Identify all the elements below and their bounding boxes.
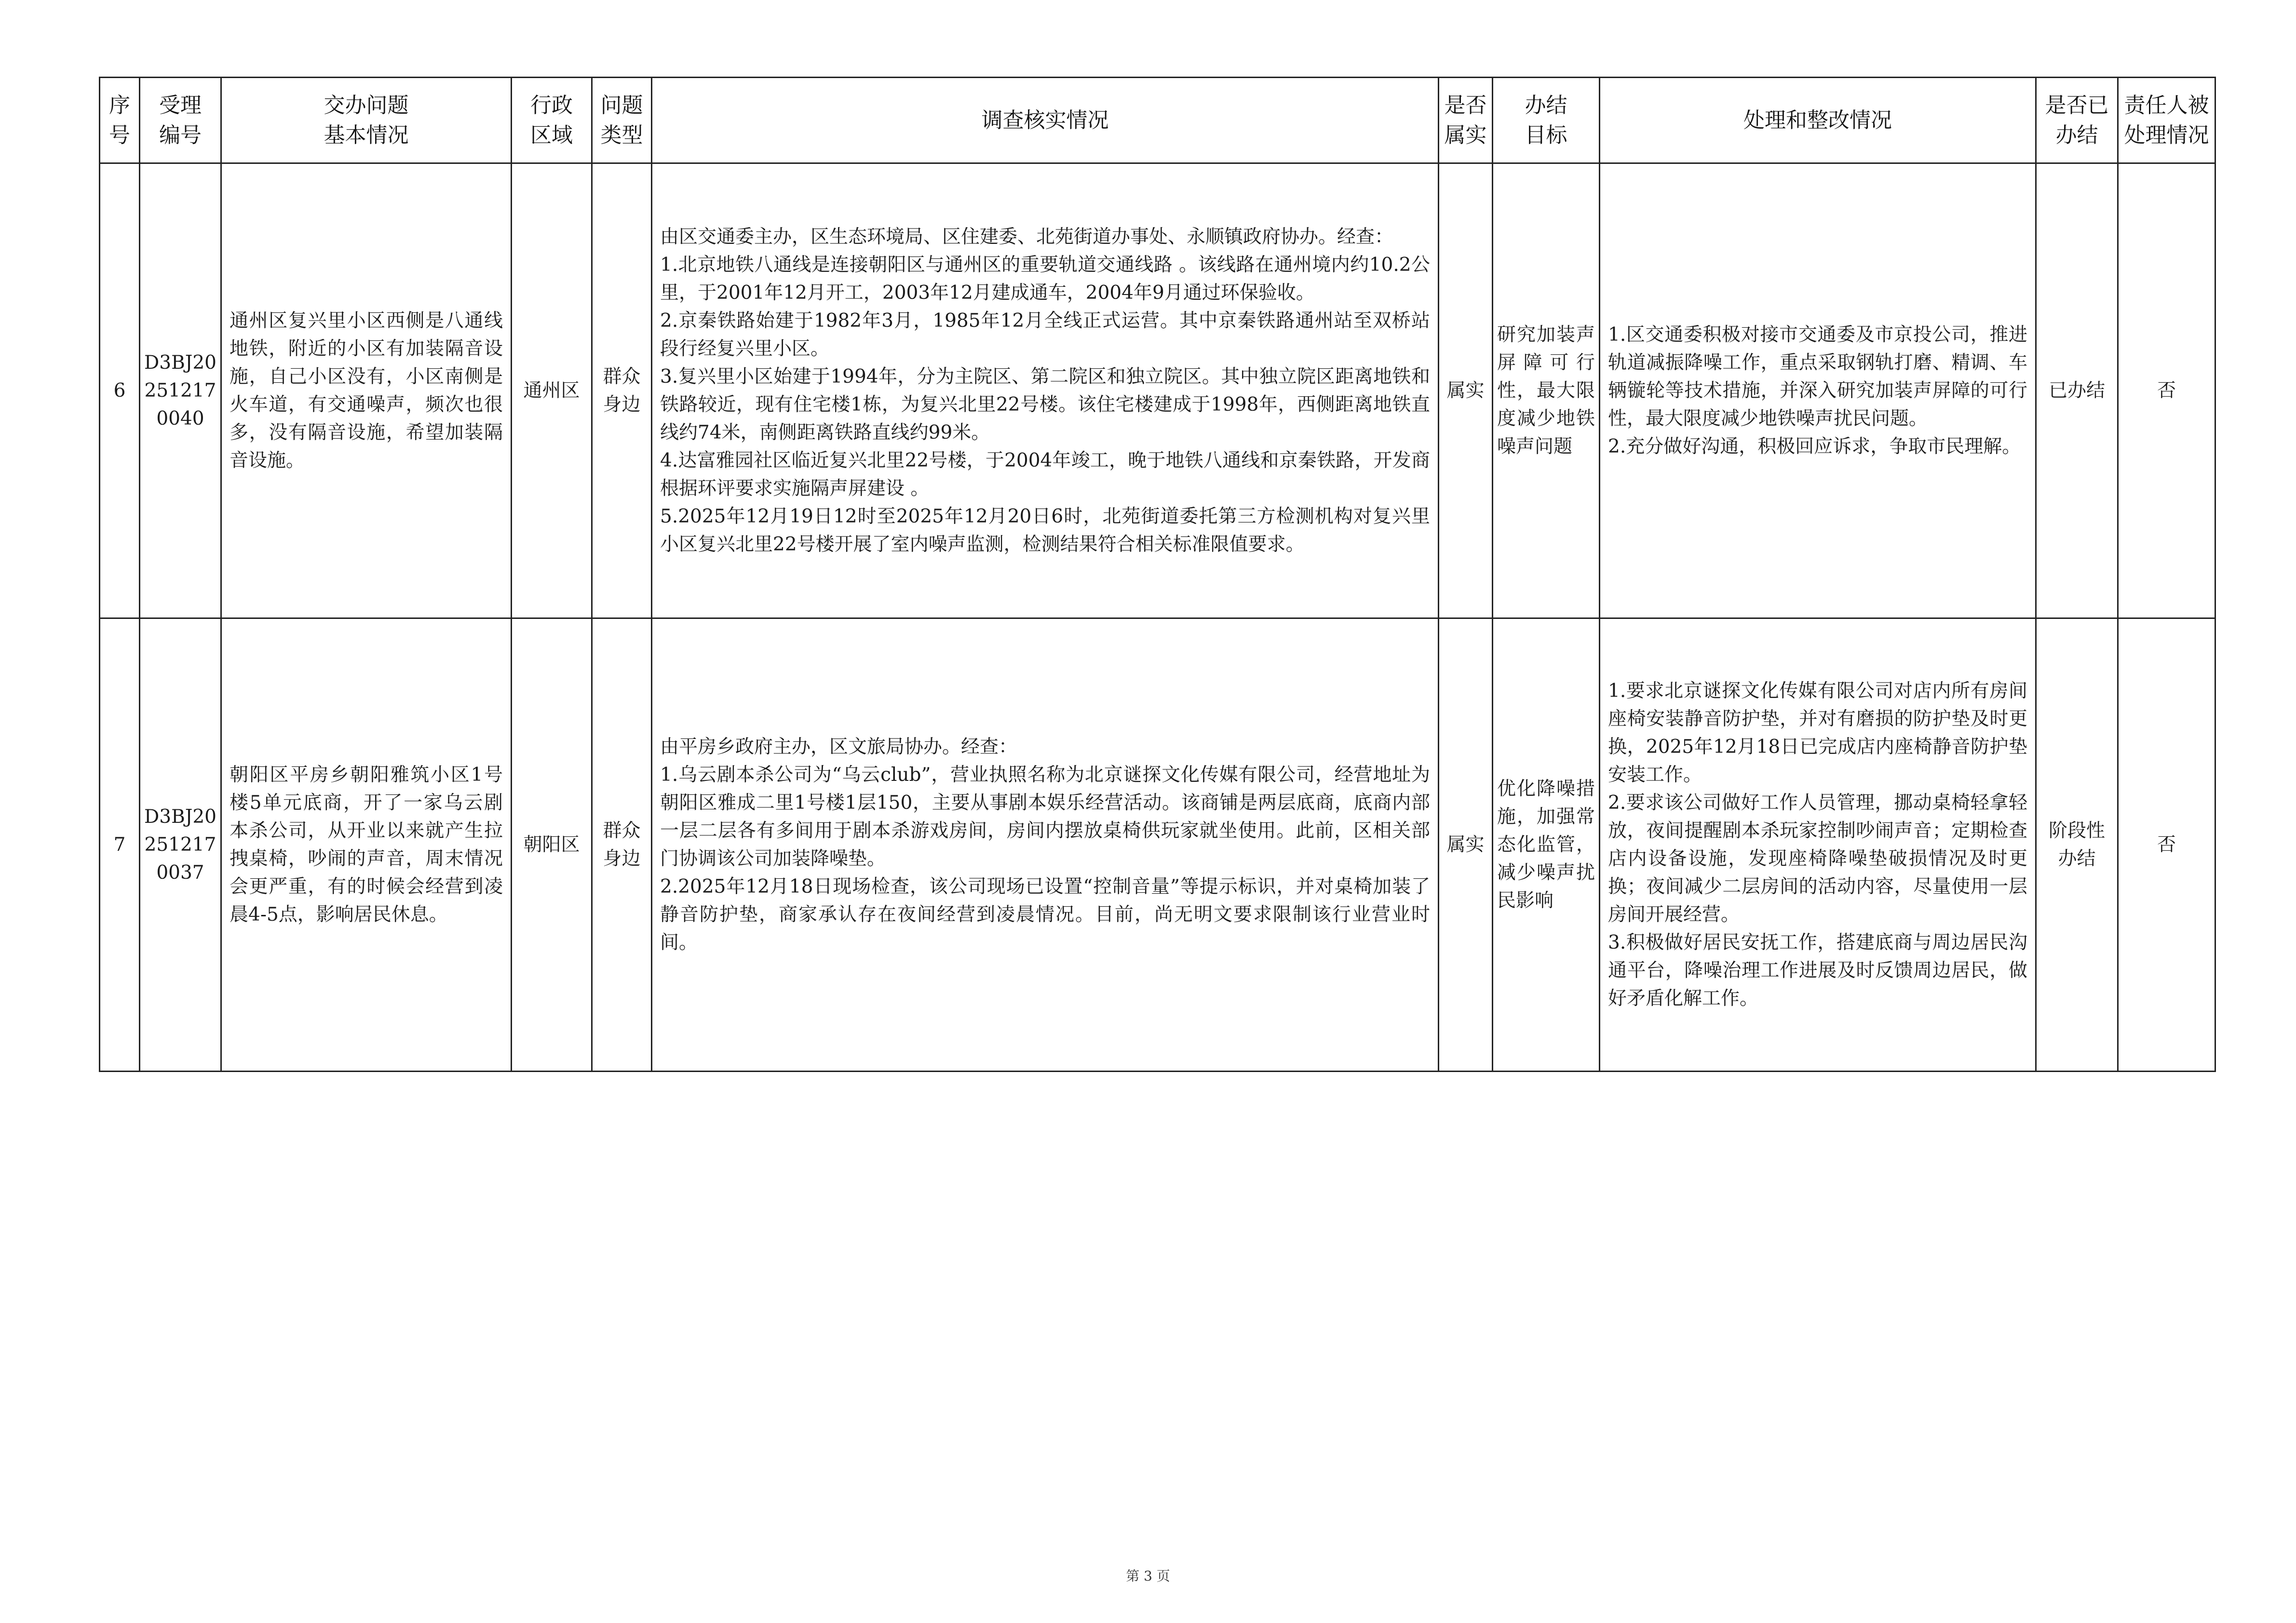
cell-investigation: 由区交通委主办，区生态环境局、区住建委、北苑街道办事处、永顺镇政府协办。经查： 1.北京地铁八通线是连接朝阳区与通州区的重要轨道交通线路 。该线路在通州境内约10.2公里，于2001年12月开工，2003年12月建成通车，2004年9月通过环保验收。 2.京秦铁路始建于1982年3月，1985年12月全线正式运营。其中京秦铁路通州站至双桥站段行经复兴里小区。 3.复兴里小区始建于1994年，分为主院区、第二院区和独立院区。其中独立院区距离地铁和铁路较近，现有住宅楼1栋，为复兴北里22号楼。该住宅楼建成于1998年，西侧距离地铁直线约74米，南侧距离铁路直线约99米。 4.达富雅园社区临近复兴北里22号楼，于2004年竣工，晚于地铁八通线和京秦铁路，开发商根据环评要求实施隔声屏建设 。 5.2025年12月19日12时至2025年12月20日6时，北苑街道委托第三方检测机构对复兴里小区复兴北里22号楼开展了室内噪声监测，检测结果符合相关标准限值要求。 [652, 163, 1439, 618]
cell-closed: 阶段性 办结 [2036, 618, 2118, 1072]
cell-handling: 1.区交通委积极对接市交通委及市京投公司，推进轨道减振降噪工作，重点采取钢轨打磨、精调、车辆镟轮等技术措施，并深入研究加装声屏障的可行性，最大限度减少地铁噪声扰民问题。 2.充分做好沟通，积极回应诉求，争取市民理解。 [1600, 163, 2036, 618]
table-row [100, 163, 2215, 618]
cell-case-no: D3BJ20 251217 0037 [140, 618, 221, 1072]
cell-investigation: 由平房乡政府主办，区文旅局协办。经查： 1.乌云剧本杀公司为“乌云club”，营业执照名称为北京谜探文化传媒有限公司，经营地址为朝阳区雅成二里1号楼1层150，主要从事剧本娱乐经营活动。该商铺是两层底商，底商内部一层二层各有多间用于剧本杀游戏房间，房间内摆放桌椅供玩家就坐使用。此前，区相关部门协调该公司加装降噪垫。 2.2025年12月18日现场检查，该公司现场已设置“控制音量”等提示标识，并对桌椅加装了静音防护垫，商家承认存在夜间经营到凌晨情况。目前，尚无明文要求限制该行业营业时间。 [652, 618, 1439, 1072]
cell-issue: 朝阳区平房乡朝阳雅筑小区1号楼5单元底商，开了一家乌云剧本杀公司，从开业以来就产生拉拽桌椅，吵闹的声音，周末情况会更严重，有的时候会经营到凌晨4-5点，影响居民休息。 [221, 618, 512, 1072]
cell-type: 群众 身边 [592, 618, 652, 1072]
cell-district: 通州区 [512, 163, 592, 618]
cell-seq: 7 [100, 618, 140, 1072]
cell-accountability: 否 [2118, 163, 2215, 618]
cell-closed: 已办结 [2036, 163, 2118, 618]
header-accountability: 责任人被 处理情况 [2118, 78, 2215, 163]
cell-district: 朝阳区 [512, 618, 592, 1072]
header-goal: 办结 目标 [1493, 78, 1600, 163]
table-row [100, 618, 2215, 1072]
cell-verified: 属实 [1439, 163, 1493, 618]
cell-verified: 属实 [1439, 618, 1493, 1072]
cell-handling: 1.要求北京谜探文化传媒有限公司对店内所有房间座椅安装静音防护垫，并对有磨损的防护垫及时更换，2025年12月18日已完成店内座椅静音防护垫安装工作。 2.要求该公司做好工作人员管理，挪动桌椅轻拿轻放，夜间提醒剧本杀玩家控制吵闹声音；定期检查店内设备设施，发现座椅降噪垫破损情况及时更换；夜间减少二层房间的活动内容，尽量使用一层房间开展经营。 3.积极做好居民安抚工作，搭建底商与周边居民沟通平台，降噪治理工作进展及时反馈周边居民，做好矛盾化解工作。 [1600, 618, 2036, 1072]
cell-issue: 通州区复兴里小区西侧是八通线地铁，附近的小区有加装隔音设施，自己小区没有，小区南侧是火车道，有交通噪声，频次也很多，没有隔音设施，希望加装隔音设施。 [221, 163, 512, 618]
header-investigation: 调查核实情况 [652, 78, 1439, 163]
cell-accountability: 否 [2118, 618, 2215, 1072]
header-row [100, 78, 2215, 163]
case-table [99, 77, 2216, 1072]
page-number: 第 3 页 [1126, 1568, 1170, 1584]
header-case-no: 受理 编号 [140, 78, 221, 163]
header-district: 行政 区域 [512, 78, 592, 163]
header-seq: 序 号 [100, 78, 140, 163]
header-verified: 是否 属实 [1439, 78, 1493, 163]
header-handling: 处理和整改情况 [1600, 78, 2036, 163]
cell-case-no: D3BJ20 251217 0040 [140, 163, 221, 618]
header-issue: 交办问题 基本情况 [221, 78, 512, 163]
cell-type: 群众 身边 [592, 163, 652, 618]
cell-seq: 6 [100, 163, 140, 618]
cell-goal: 优化降噪措施，加强常态化监管，减少噪声扰民影响 [1493, 618, 1600, 1072]
cell-goal: 研究加装声屏障可行性，最大限度减少地铁噪声问题 [1493, 163, 1600, 618]
header-closed: 是否已 办结 [2036, 78, 2118, 163]
header-type: 问题 类型 [592, 78, 652, 163]
